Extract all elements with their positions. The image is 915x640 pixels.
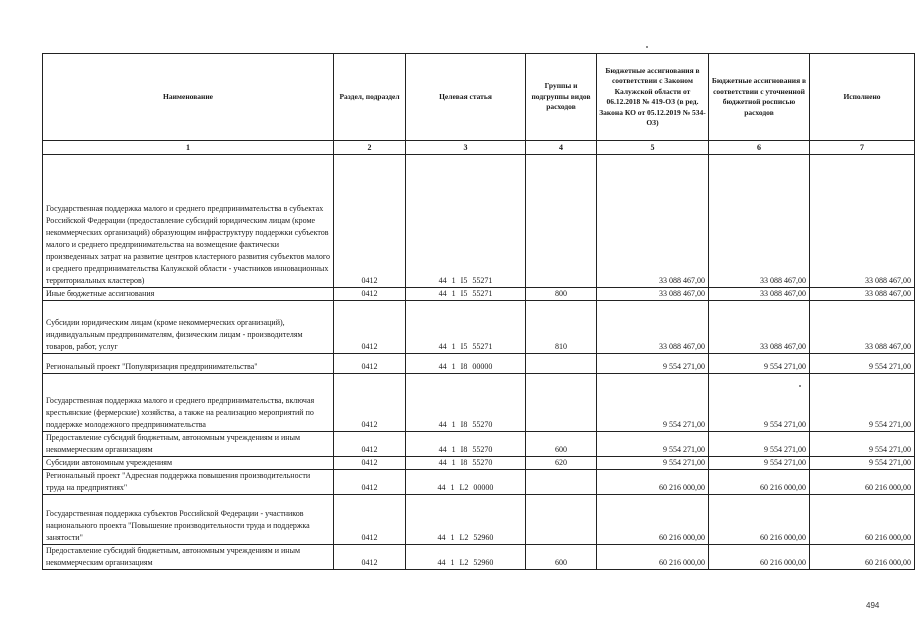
cell-executed-amount: 33 088 467,00 [810, 288, 915, 301]
header-expense-group: Группы и подгруппы видов расходов [526, 54, 597, 141]
column-number: 7 [810, 141, 915, 155]
cell-law-amount: 60 216 000,00 [597, 545, 709, 570]
cell-law-amount: 60 216 000,00 [597, 495, 709, 545]
table-row [43, 155, 915, 288]
cell-target-article: 44 1 I5 55271 [406, 288, 526, 301]
table-row [43, 432, 915, 457]
cell-name: Региональный проект "Адресная поддержка повышения производительности труда на предприятиях" [43, 470, 334, 495]
column-number: 3 [406, 141, 526, 155]
cell-executed-amount: 9 554 271,00 [810, 457, 915, 470]
cell-target-article: 44 1 L2 00000 [406, 470, 526, 495]
table-row [43, 354, 915, 374]
cell-section: 0412 [334, 288, 406, 301]
cell-law-amount: 9 554 271,00 [597, 432, 709, 457]
cell-target-article: 44 1 I8 55270 [406, 374, 526, 432]
header-section: Раздел, подраздел [334, 54, 406, 141]
cell-roster-amount: 33 088 467,00 [709, 301, 810, 354]
table-body [43, 155, 915, 570]
cell-executed-amount: 9 554 271,00 [810, 354, 915, 374]
cell-expense-group: 800 [526, 288, 597, 301]
cell-target-article: 44 1 I8 00000 [406, 354, 526, 374]
page-number: 494 [866, 601, 880, 610]
scan-speck [799, 385, 801, 387]
column-number: 6 [709, 141, 810, 155]
cell-law-amount: 9 554 271,00 [597, 354, 709, 374]
cell-name: Предоставление субсидий бюджетным, автономным учреждениям и иным некоммерческим организациям [43, 432, 334, 457]
cell-roster-amount: 60 216 000,00 [709, 495, 810, 545]
column-number: 5 [597, 141, 709, 155]
cell-law-amount: 9 554 271,00 [597, 374, 709, 432]
cell-expense-group [526, 155, 597, 288]
cell-roster-amount: 60 216 000,00 [709, 545, 810, 570]
cell-target-article: 44 1 I5 55271 [406, 301, 526, 354]
column-number: 4 [526, 141, 597, 155]
cell-roster-amount: 9 554 271,00 [709, 432, 810, 457]
cell-expense-group [526, 495, 597, 545]
cell-section: 0412 [334, 301, 406, 354]
cell-section: 0412 [334, 545, 406, 570]
cell-roster-amount: 9 554 271,00 [709, 457, 810, 470]
header-target-article: Целевая статья [406, 54, 526, 141]
cell-expense-group: 810 [526, 301, 597, 354]
cell-law-amount: 33 088 467,00 [597, 301, 709, 354]
cell-target-article: 44 1 L2 52960 [406, 495, 526, 545]
header-law-allocations: Бюджетные ассигнования в соответствии с Законом Калужской области от 06.12.2018 № 419-ОЗ (в ред. Закона КО от 05.12.2019 № 534-ОЗ) [597, 54, 709, 141]
cell-section: 0412 [334, 495, 406, 545]
cell-roster-amount: 9 554 271,00 [709, 354, 810, 374]
cell-target-article: 44 1 I8 55270 [406, 457, 526, 470]
column-number: 1 [43, 141, 334, 155]
cell-target-article: 44 1 L2 52960 [406, 545, 526, 570]
cell-name: Иные бюджетные ассигнования [43, 288, 334, 301]
cell-section: 0412 [334, 432, 406, 457]
cell-section: 0412 [334, 354, 406, 374]
cell-law-amount: 9 554 271,00 [597, 457, 709, 470]
cell-section: 0412 [334, 457, 406, 470]
cell-expense-group: 600 [526, 545, 597, 570]
table-row [43, 545, 915, 570]
cell-executed-amount: 33 088 467,00 [810, 301, 915, 354]
cell-roster-amount: 33 088 467,00 [709, 288, 810, 301]
column-number: 2 [334, 141, 406, 155]
table-row [43, 470, 915, 495]
cell-name: Субсидии автономным учреждениям [43, 457, 334, 470]
cell-executed-amount: 60 216 000,00 [810, 470, 915, 495]
cell-executed-amount: 60 216 000,00 [810, 545, 915, 570]
cell-name: Предоставление субсидий бюджетным, автономным учреждениям и иным некоммерческим организациям [43, 545, 334, 570]
cell-law-amount: 60 216 000,00 [597, 470, 709, 495]
cell-executed-amount: 9 554 271,00 [810, 432, 915, 457]
cell-section: 0412 [334, 155, 406, 288]
cell-expense-group: 620 [526, 457, 597, 470]
header-roster-allocations: Бюджетные ассигнования в соответствии с уточненной бюджетной росписью расходов [709, 54, 810, 141]
scan-speck [646, 46, 648, 48]
cell-expense-group [526, 374, 597, 432]
cell-expense-group [526, 470, 597, 495]
header-row [43, 54, 915, 141]
cell-law-amount: 33 088 467,00 [597, 155, 709, 288]
table-row [43, 495, 915, 545]
cell-section: 0412 [334, 470, 406, 495]
cell-roster-amount: 60 216 000,00 [709, 470, 810, 495]
cell-expense-group [526, 354, 597, 374]
cell-name: Государственная поддержка малого и среднего предпринимательства в субъектах Российской Федерации (предоставление субсидий юридическим лицам (кроме некоммерческих организаций) образующим инфраструктуру поддержки субъектов малого и среднего предпринимательства на возмещение фактически произведенных затрат на развитие центров кластерного развития субъектов малого и среднего предпринимательства Калужской области - участников инновационных территориальных кластеров) [43, 155, 334, 288]
table-row [43, 301, 915, 354]
cell-name: Государственная поддержка субъектов Российской Федерации - участников национального проекта "Повышение производительности труда и поддержка занятости" [43, 495, 334, 545]
column-number-row [43, 141, 915, 155]
cell-target-article: 44 1 I5 55271 [406, 155, 526, 288]
table-row [43, 457, 915, 470]
cell-executed-amount: 9 554 271,00 [810, 374, 915, 432]
cell-roster-amount: 9 554 271,00 [709, 374, 810, 432]
cell-roster-amount: 33 088 467,00 [709, 155, 810, 288]
cell-law-amount: 33 088 467,00 [597, 288, 709, 301]
budget-execution-table [42, 53, 915, 570]
cell-executed-amount: 60 216 000,00 [810, 495, 915, 545]
cell-name: Субсидии юридическим лицам (кроме некоммерческих организаций), индивидуальным предпринимателям, физическим лицам - производителям товаров, работ, услуг [43, 301, 334, 354]
header-executed: Исполнено [810, 54, 915, 141]
cell-executed-amount: 33 088 467,00 [810, 155, 915, 288]
table-row [43, 288, 915, 301]
cell-section: 0412 [334, 374, 406, 432]
cell-target-article: 44 1 I8 55270 [406, 432, 526, 457]
cell-name: Государственная поддержка малого и среднего предпринимательства, включая крестьянские (фермерские) хозяйства, а также на реализацию мероприятий по поддержке молодежного предпринимательства [43, 374, 334, 432]
cell-name: Региональный проект "Популяризация предпринимательства" [43, 354, 334, 374]
table-row [43, 374, 915, 432]
cell-expense-group: 600 [526, 432, 597, 457]
header-name: Наименование [43, 54, 334, 141]
